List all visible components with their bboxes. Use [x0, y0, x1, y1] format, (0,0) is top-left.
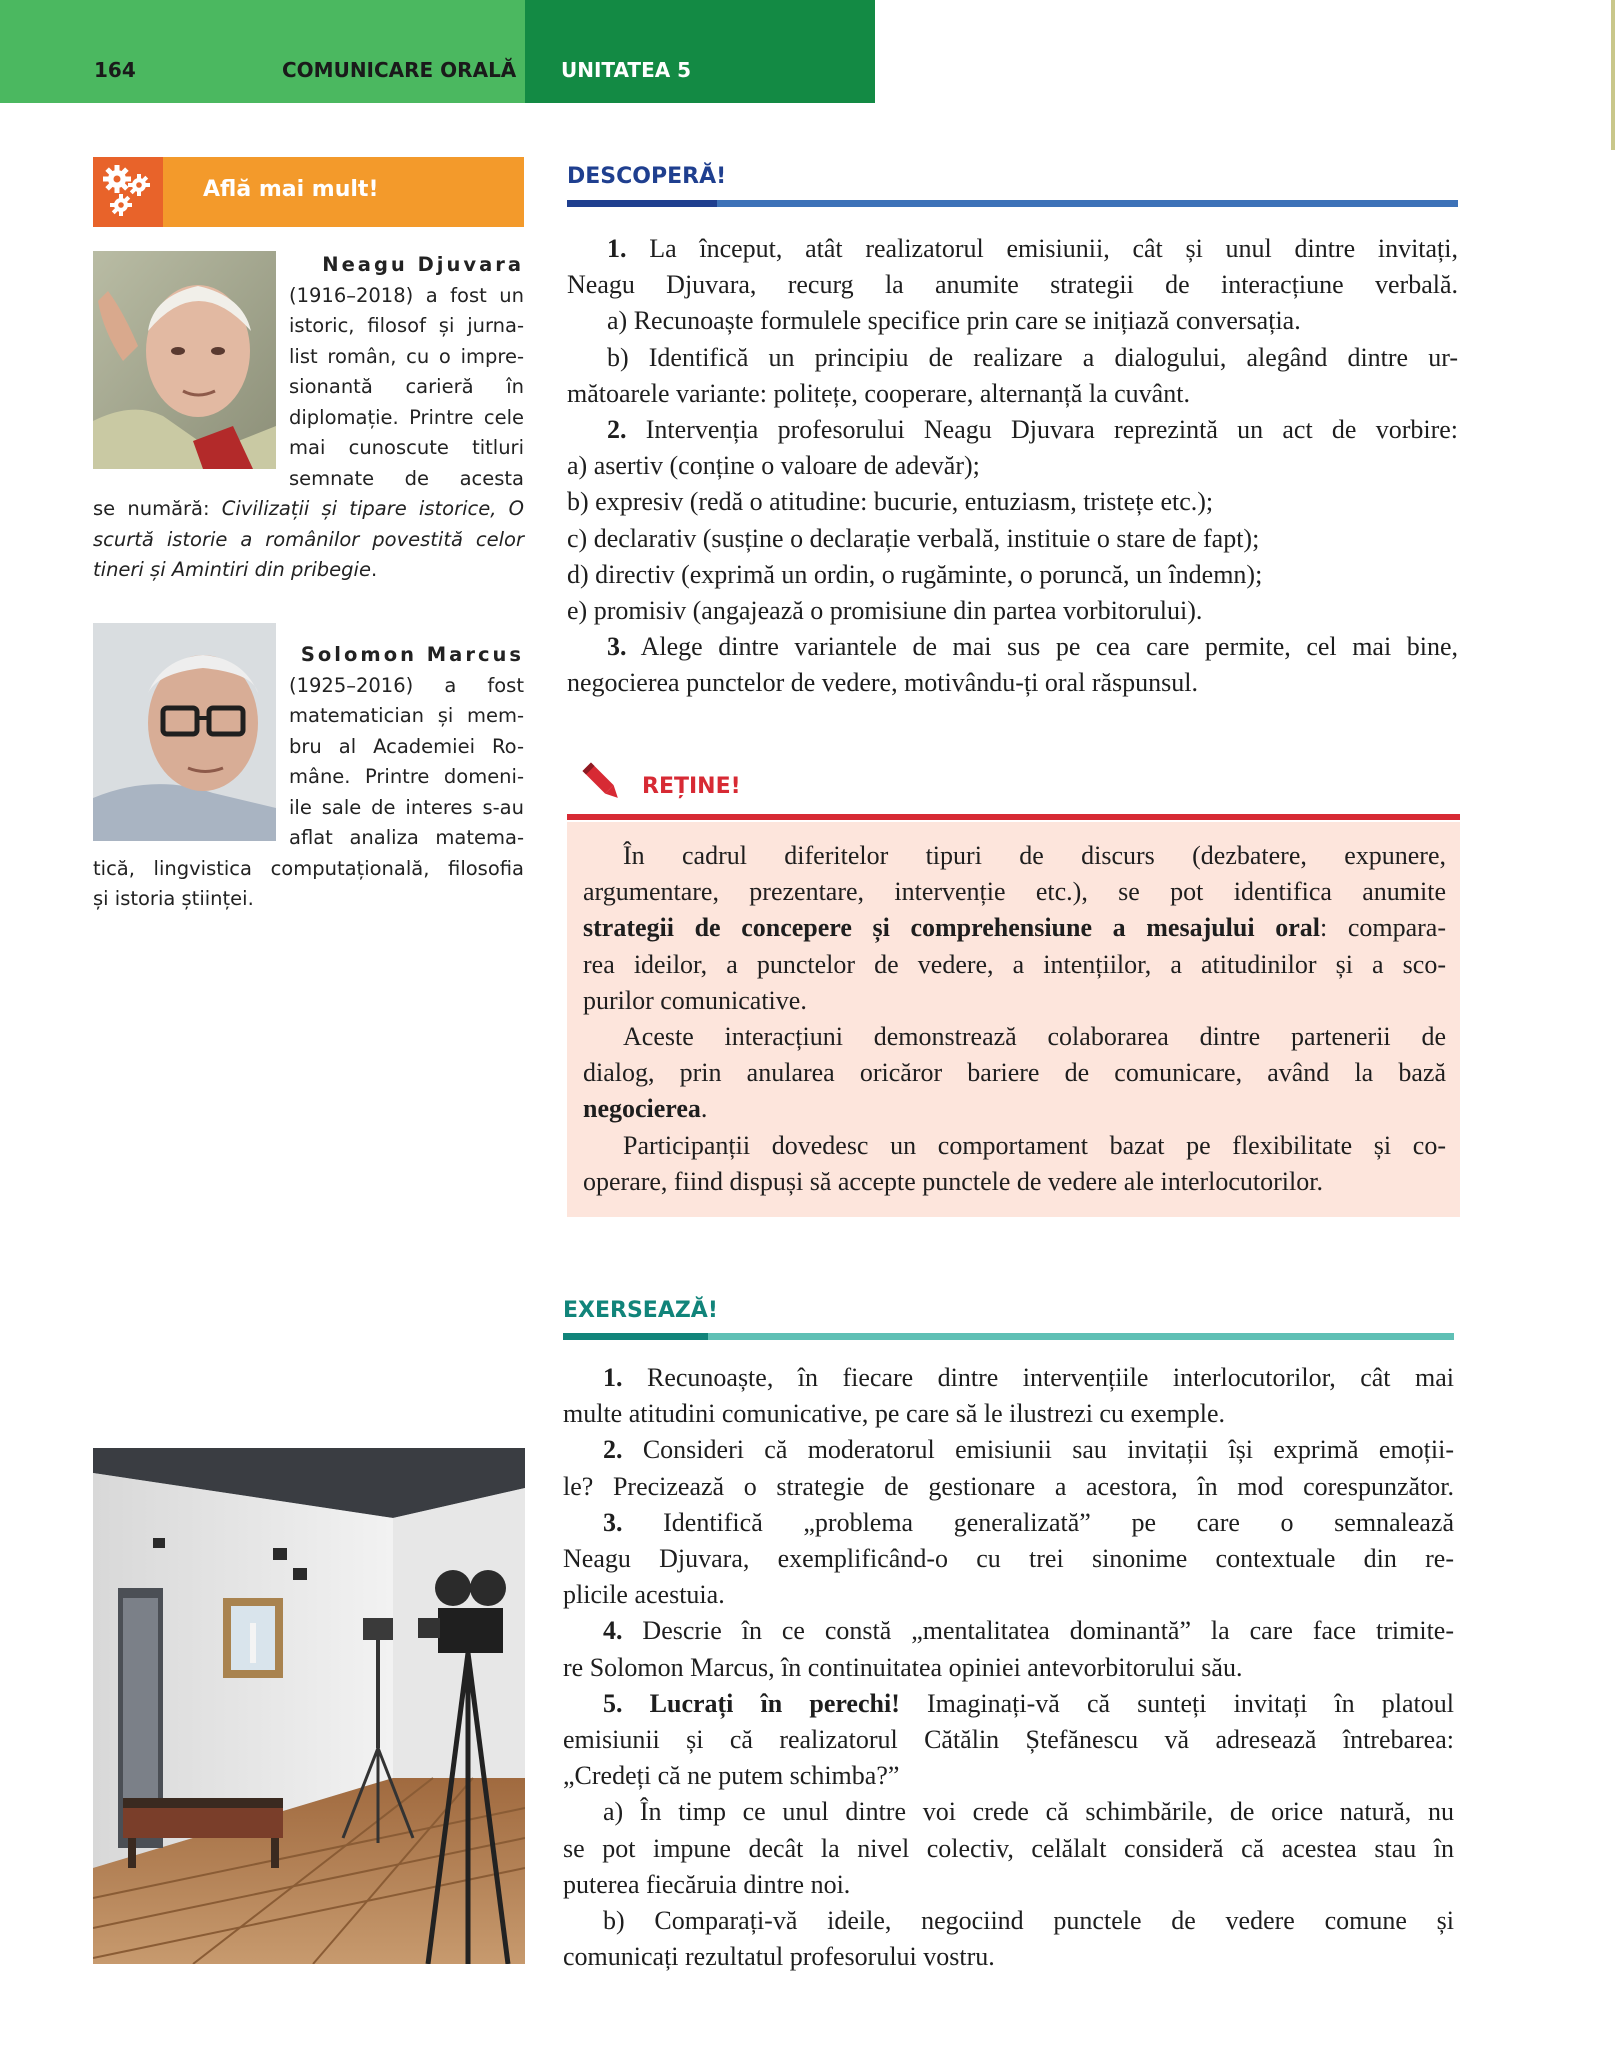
body-line: b) Comparați-vă ideile, negociind punctele de vedere comune și — [603, 1906, 1454, 1936]
gears-icon — [93, 157, 163, 227]
body-line: a) asertiv (conține o valoare de adevăr); — [567, 451, 980, 481]
item-number: 3. — [607, 632, 627, 662]
body-line: Neagu Djuvara, recurg la anumite strategii de interacțiune verbală. — [567, 270, 1458, 300]
djuvara-text — [93, 250, 524, 586]
body-line: rea ideilor, a punctelor de vedere, a intențiilor, a atitudinilor și a sco- — [583, 949, 1446, 979]
key-term: Lucrați în perechi! — [649, 1688, 900, 1718]
page-number: 164 — [94, 58, 136, 82]
descopera-body — [567, 231, 1458, 702]
key-term: negocierea — [583, 1094, 701, 1124]
body-line: a) În timp ce unul dintre voi crede că schimbările, de orice natură, nu — [603, 1797, 1454, 1827]
item-number: 4. — [603, 1616, 623, 1646]
body-line: negocierea punctelor de vedere, motivându-ți oral răspunsul. — [567, 668, 1198, 698]
djuvara-line: semnate de acesta — [289, 466, 524, 490]
body-line: dialog, prin anularea oricăror bariere de comunicare, având la bază — [583, 1058, 1446, 1088]
body-line: Aceste interacțiuni demonstrează colaborarea dintre partenerii de — [623, 1022, 1446, 1052]
body-line: mătoarele variante: politețe, cooperare, alternanță la cuvânt. — [567, 378, 1190, 408]
body-line: Consideri că moderatorul emisiunii sau invitații își exprimă emoții- — [622, 1435, 1454, 1465]
marcus-name: Solomon Marcus — [300, 643, 524, 666]
marcus-line: bru al Academiei Ro- — [289, 734, 524, 758]
exerseaza-rule-dark — [563, 1333, 708, 1340]
descopera-rule — [717, 200, 1458, 207]
body-line: Participanții dovedesc un comportament bazat pe flexibilitate și co- — [623, 1130, 1446, 1160]
retine-body — [583, 838, 1446, 1200]
djuvara-line: istoric, filosof și jurna- — [289, 314, 524, 337]
body-line: purilor comunicative. — [583, 985, 807, 1015]
retine-rule — [567, 814, 1460, 820]
body-line: e) promisiv (angajează o promisiune din partea vorbitorului). — [567, 596, 1203, 626]
djuvara-line: mai cunoscute titluri — [289, 436, 524, 459]
body-line: d) directiv (exprimă un ordin, o rugăminte, o poruncă, un îndemn); — [567, 559, 1263, 589]
descopera-rule-dark — [567, 200, 717, 207]
body-line: b) expresiv (redă o atitudine: bucurie, entuziasm, tristețe etc.); — [567, 487, 1214, 517]
body-line: multe atitudini comunicative, pe care să le ilustrezi cu exemple. — [563, 1399, 1226, 1429]
afla-mai-mult-box — [93, 157, 524, 227]
body-line: În cadrul diferitelor tipuri de discurs (dezbatere, expunere, — [623, 841, 1446, 870]
marcus-line: matematician și mem- — [289, 704, 524, 727]
marcus-line: ile sale de interes s-au — [289, 795, 524, 819]
retine-title: REȚINE! — [642, 774, 741, 799]
header-band-left — [0, 0, 525, 103]
djuvara-line: . — [370, 558, 378, 581]
key-term: strategii de concepere și comprehensiune a mesajului oral — [583, 913, 1320, 943]
djuvara-works: Civilizații și tipare istorice, O — [221, 497, 524, 520]
djuvara-line: list român, cu o impre- — [289, 344, 524, 368]
body-line: comunicați rezultatul profesorului vostru. — [563, 1942, 995, 1972]
body-line: Intervenția profesorului Neagu Djuvara reprezintă un act de vorbire: — [626, 415, 1458, 445]
djuvara-works: scurtă istorie a românilor povestită celor — [93, 527, 524, 551]
djuvara-line: sionantă carieră în — [289, 375, 524, 398]
body-line: operare, fiind dispuși să accepte punctele de vedere ale interlocutorilor. — [583, 1166, 1323, 1196]
item-number: 1. — [603, 1363, 623, 1392]
unit-title: UNITATEA 5 — [561, 58, 692, 82]
pencil-icon — [580, 760, 626, 806]
body-line: plicile acestuia. — [563, 1580, 725, 1610]
studio-photo — [93, 1448, 525, 1964]
body-line: „Credeți că ne putem schimba?” — [563, 1761, 900, 1791]
body-line: Alege dintre variantele de mai sus pe cea care permite, cel mai bine, — [626, 632, 1458, 662]
afla-mai-mult-title: Află mai mult! — [203, 177, 379, 202]
djuvara-line: (1916–2018) a fost un — [289, 283, 524, 307]
body-line: a) Recunoaște formulele specifice prin care se inițiază conversația. — [607, 306, 1301, 336]
body-line: Recunoaște, în fiecare dintre intervențiile interlocutorilor, cât mai — [622, 1363, 1454, 1392]
page-edge-rule — [1611, 0, 1615, 150]
header-band-right — [525, 0, 875, 103]
body-line: Imaginați-vă că sunteți invitați în platoul — [899, 1688, 1454, 1718]
body-line: puterea fiecăruia dintre noi. — [563, 1869, 851, 1899]
item-number: 2. — [607, 415, 627, 445]
djuvara-line: diplomație. Printre cele — [289, 405, 524, 429]
body-line: La început, atât realizatorul emisiunii, cât și unul dintre invitați, — [626, 234, 1458, 263]
section-title: COMUNICARE ORALĂ — [282, 58, 517, 82]
body-line: re Solomon Marcus, în continuitatea opiniei antevorbitorului său. — [563, 1652, 1243, 1682]
body-line: b) Identifică un principiu de realizare a dialogului, alegând dintre ur- — [607, 342, 1458, 372]
body-line: Descrie în ce constă „mentalitatea dominantă” la care face trimite- — [622, 1616, 1454, 1646]
item-number: 5. — [603, 1688, 623, 1718]
body-line: : compara- — [1319, 913, 1446, 943]
body-line: argumentare, prezentare, intervenție etc.), se pot identifica anumite — [583, 877, 1446, 907]
body-line: le? Precizează o strategie de gestionare a acestora, în mod corespunzător. — [563, 1471, 1454, 1501]
body-line: Identifică „problema generalizată” pe care o semnalează — [622, 1507, 1454, 1537]
marcus-line: (1925–2016) a fost — [289, 673, 524, 697]
item-number: 3. — [603, 1507, 623, 1537]
exerseaza-title: EXERSEAZĂ! — [563, 1298, 718, 1323]
body-line: emisiunii și că realizatorul Cătălin Ștefănescu vă adresează întrebarea: — [563, 1725, 1454, 1755]
exerseaza-body — [563, 1360, 1454, 1975]
body-line: se pot impune decât la nivel colectiv, celălalt consideră că acestea stau în — [563, 1833, 1454, 1863]
descopera-title: DESCOPERĂ! — [567, 164, 727, 189]
djuvara-works: tineri și Amintiri din pribegie — [93, 558, 371, 581]
body-line: c) declarativ (susține o declarație verbală, instituie o stare de fapt); — [567, 523, 1260, 553]
marcus-text — [93, 640, 524, 915]
marcus-line: mâne. Printre domeni- — [289, 765, 524, 788]
marcus-line: și istoria științei. — [93, 887, 254, 910]
body-line: . — [700, 1094, 708, 1124]
exerseaza-rule — [708, 1333, 1454, 1340]
body-line: Neagu Djuvara, exemplificând-o cu trei sinonime contextuale din re- — [563, 1544, 1454, 1574]
item-number: 1. — [607, 234, 627, 263]
marcus-line: aflat analiza matema- — [289, 826, 524, 849]
marcus-line: tică, lingvistica computațională, filosofia — [93, 856, 524, 880]
body-line — [623, 1689, 650, 1718]
djuvara-line: se numără: — [93, 497, 222, 520]
djuvara-name: Neagu Djuvara — [322, 253, 524, 276]
item-number: 2. — [603, 1435, 623, 1465]
